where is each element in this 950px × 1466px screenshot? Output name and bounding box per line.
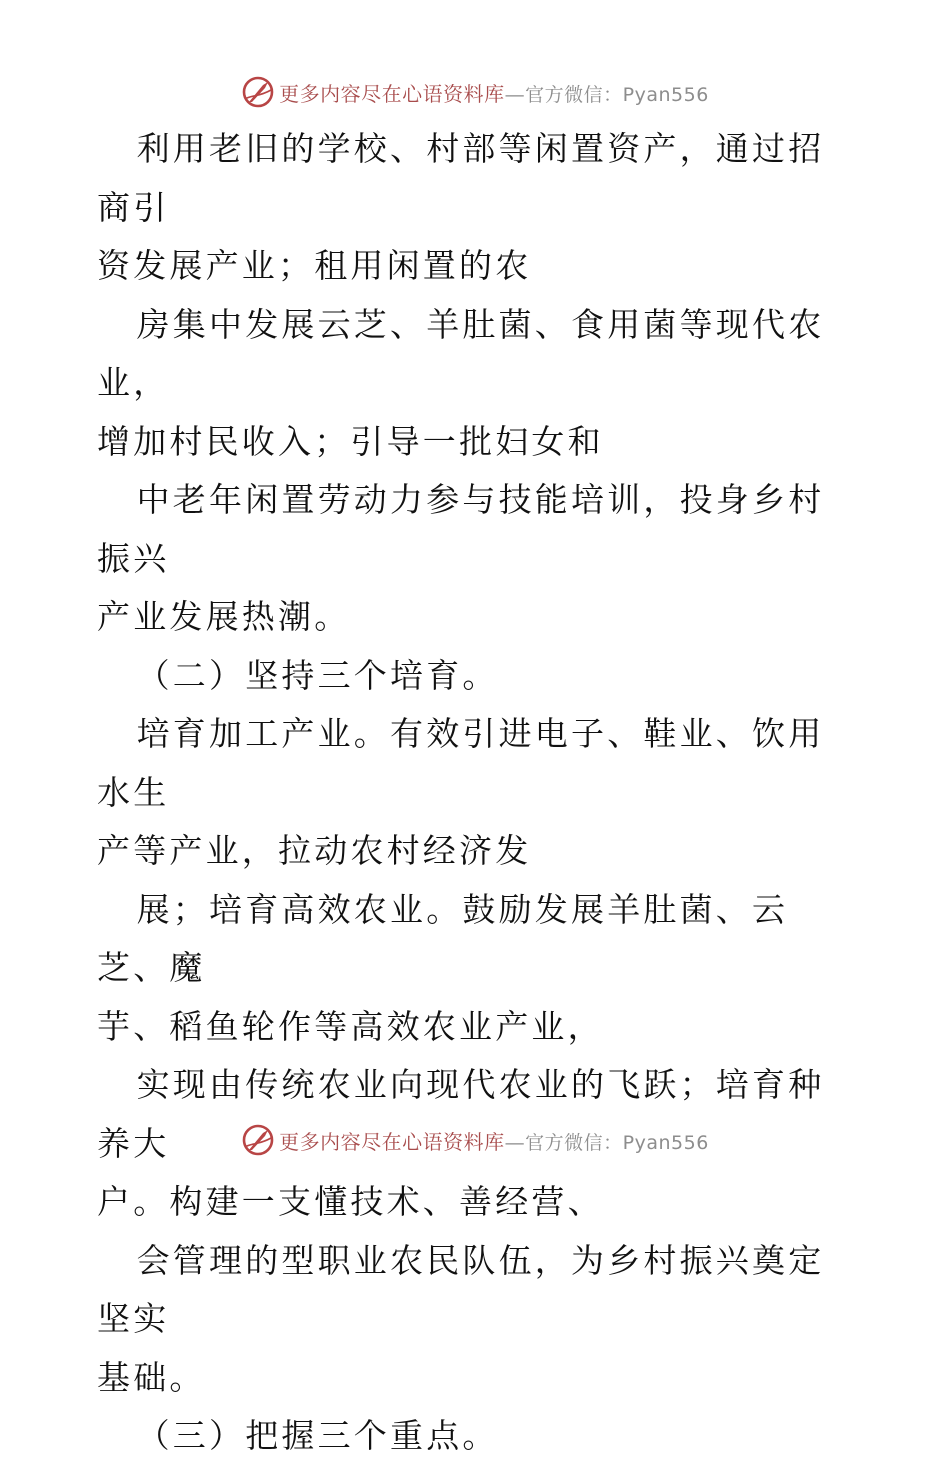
paragraph-line-2: 资发展产业；租用闲置的农 [97,246,532,285]
header-watermark-banner [0,72,950,112]
paragraph-line-2: 产等产业，拉动农村经济发 [97,831,532,870]
footer-watermark-banner [0,1120,950,1160]
section-heading-text: （三）把握三个重点。 [136,1416,499,1455]
paragraph [97,705,857,881]
section-heading [97,1407,857,1466]
header-wechat-text: 官方微信：Pyan556 [525,83,709,106]
section-heading [97,647,857,706]
paragraph [97,471,857,647]
quill-pen-logo-icon [241,1123,275,1157]
footer-wechat-text: 官方微信：Pyan556 [525,1131,709,1154]
paragraph-line-2: 户。构建一支懂技术、善经营、 [97,1182,604,1221]
footer-brand-text: 更多内容尽在心语资料库 [279,1129,505,1154]
quill-pen-logo-icon [241,75,275,109]
paragraph-line-1: 培育加工产业。有效引进电子、鞋业、饮用水生 [97,714,825,812]
document-body [97,120,857,1466]
paragraph-line-1: 展；培育高效农业。鼓励发展羊肚菌、云芝、魔 [97,889,789,987]
paragraph-line-1: 会管理的型职业农民队伍，为乡村振兴奠定坚实 [97,1240,825,1338]
paragraph-line-2: 基础。 [97,1357,206,1397]
paragraph-line-2: 增加村民收入；引导一批妇女和 [97,421,604,461]
footer-separator: — [504,1129,526,1154]
section-heading-text: （二）坚持三个培育。 [136,655,499,695]
paragraph-line-1: 利用老旧的学校、村部等闲置资产，通过招商引 [97,129,825,227]
footer-banner-text [279,1126,709,1155]
paragraph [97,881,857,1057]
header-separator: — [504,81,526,106]
paragraph [97,120,857,296]
paragraph-line-1: 实现由传统农业向现代农业的飞跃；培育种养大 [97,1065,825,1163]
header-banner-text [279,78,709,107]
paragraph-line-2: 芋、稻鱼轮作等高效农业产业， [97,1006,604,1046]
paragraph [97,1232,857,1408]
paragraph-line-1: 房集中发展云芝、羊肚菌、食用菌等现代农业， [97,304,825,402]
paragraph [97,296,857,472]
header-brand-text: 更多内容尽在心语资料库 [279,81,505,106]
paragraph-line-2: 产业发展热潮。 [97,597,351,636]
paragraph-line-1: 中老年闲置劳动力参与技能培训，投身乡村振兴 [97,480,825,578]
